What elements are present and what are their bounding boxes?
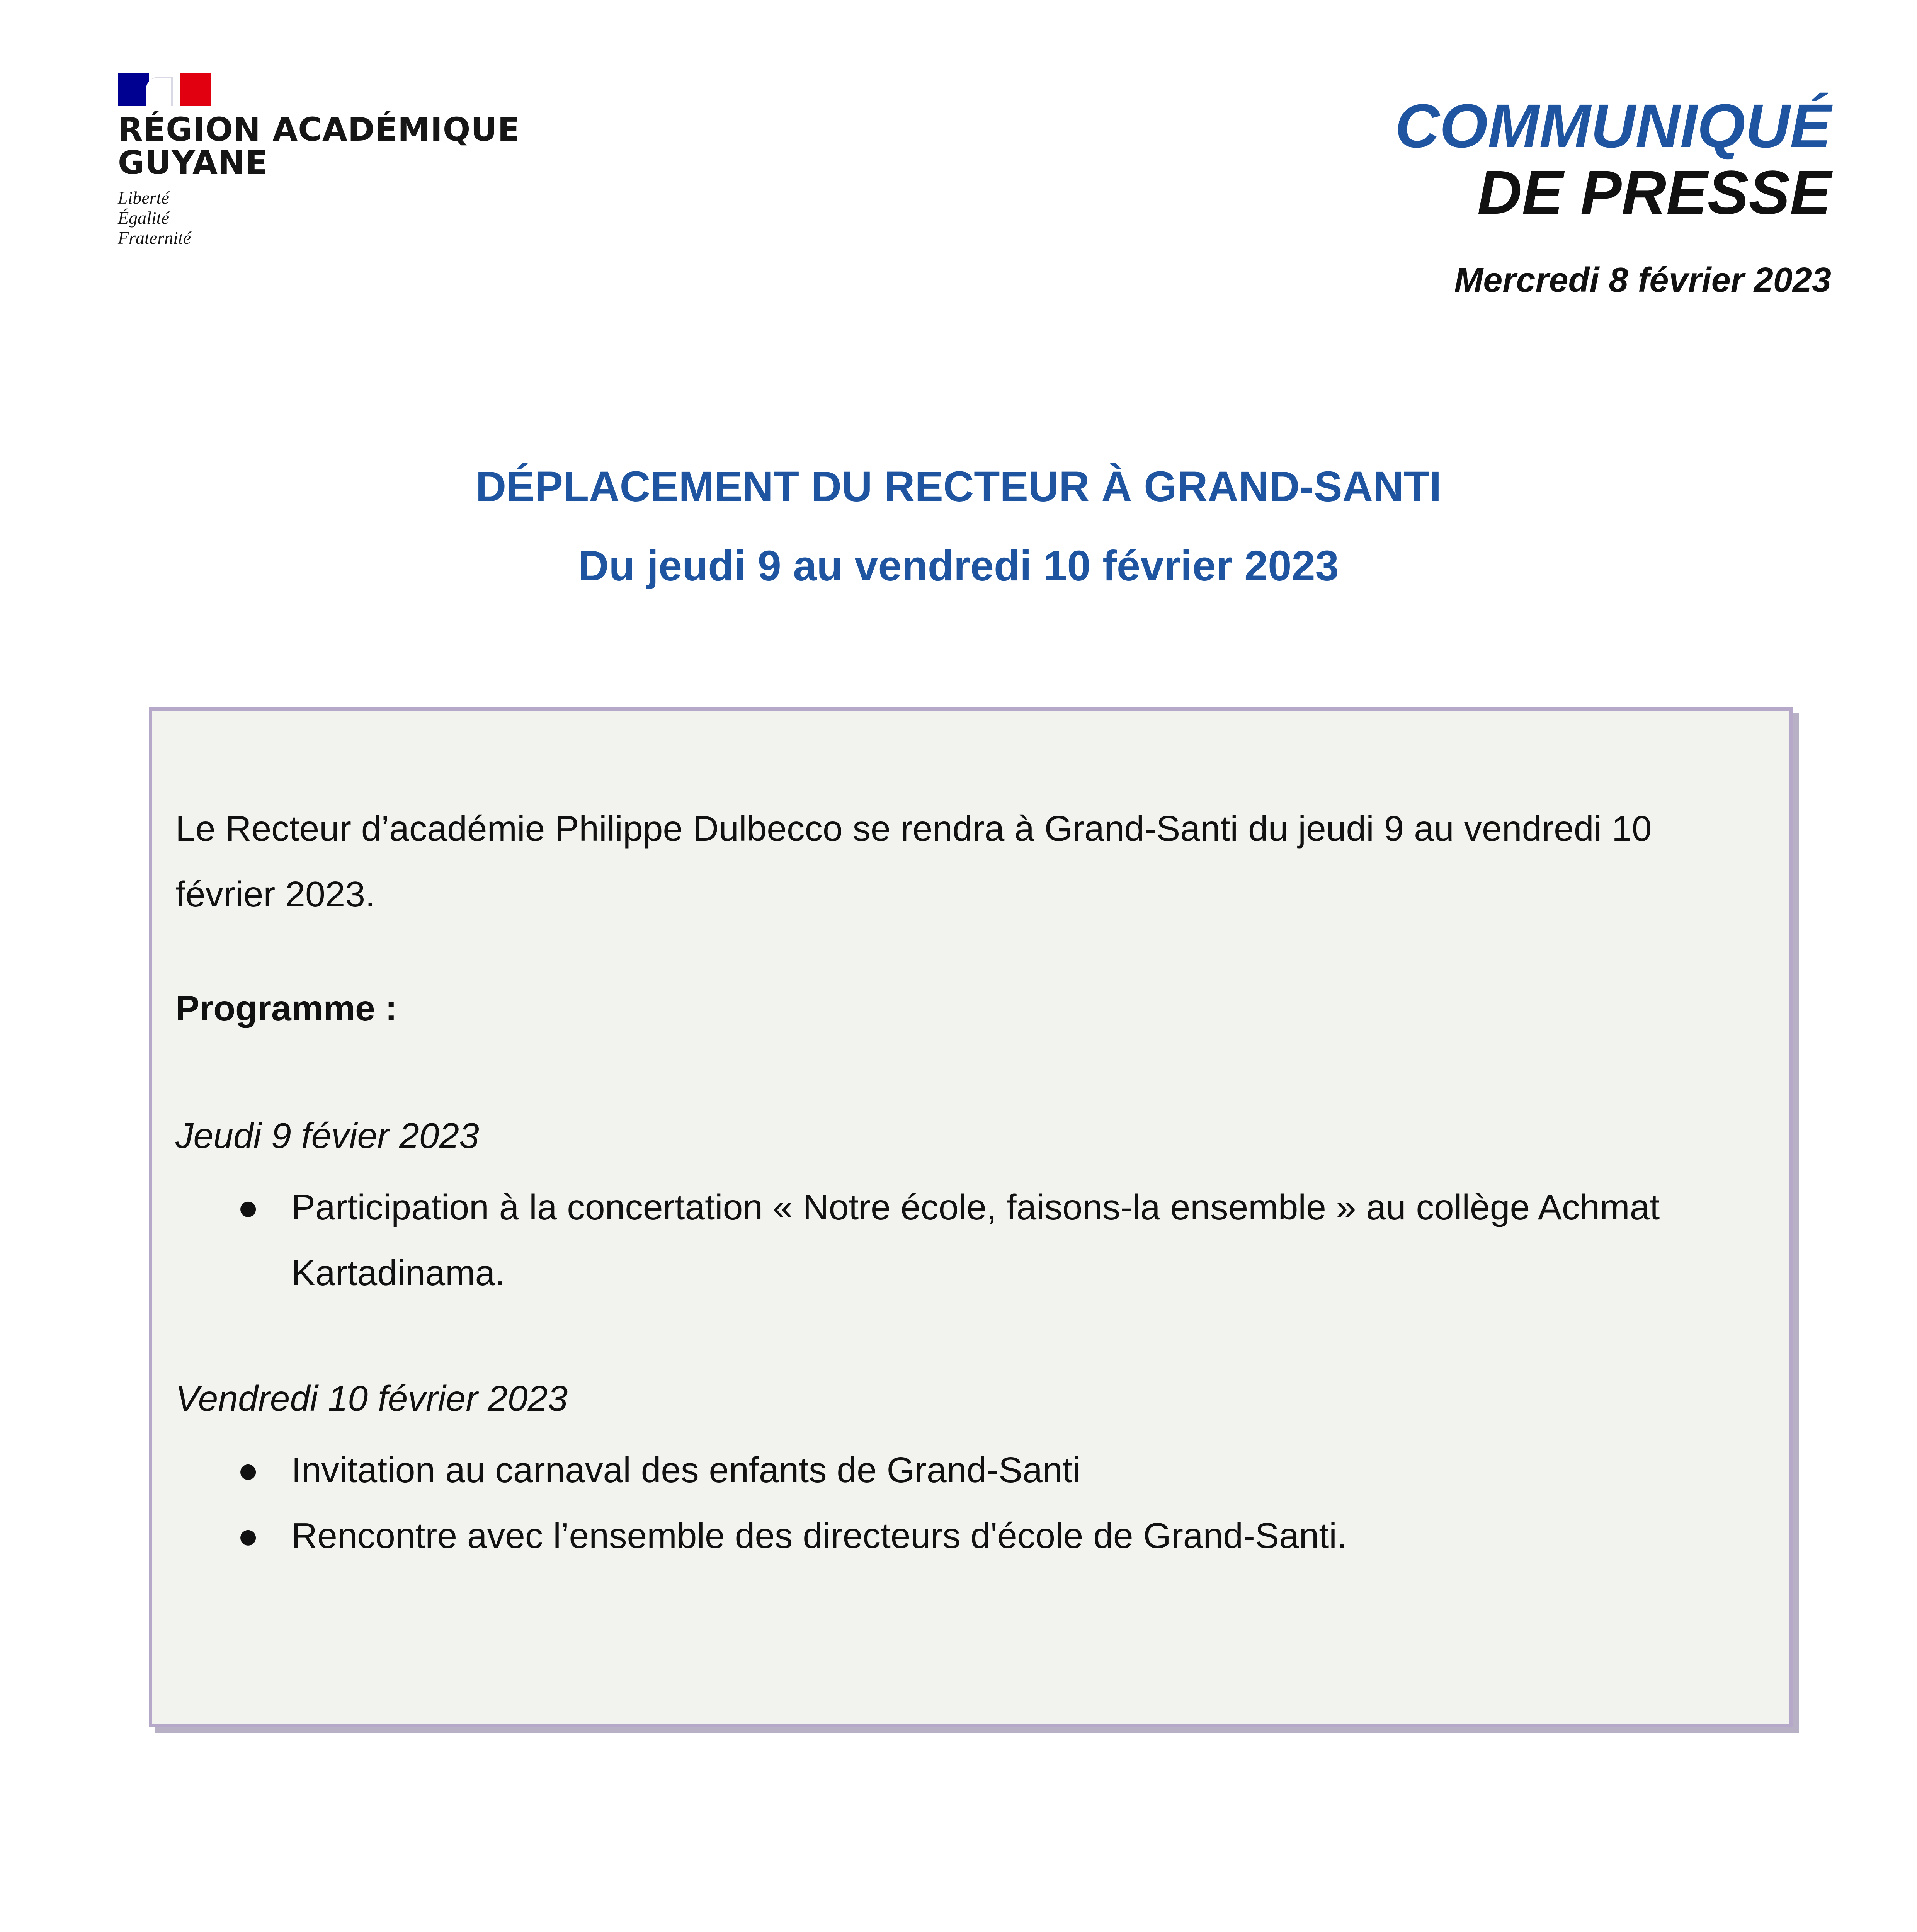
flag-blue-band <box>118 73 149 106</box>
list-item-text: Rencontre avec l’ensemble des directeurs d'école de Grand-Santi. <box>291 1515 1347 1556</box>
marianne-icon <box>146 77 173 106</box>
bullet-icon: ● <box>237 1515 259 1556</box>
page-subtitle: Du jeudi 9 au vendredi 10 février 2023 <box>578 542 1339 590</box>
programme-heading: Programme : <box>175 988 397 1028</box>
thursday-items <box>175 1174 1789 1306</box>
republic-motto <box>118 188 543 248</box>
friday-items <box>175 1437 1789 1568</box>
motto-liberte: Liberté <box>118 188 169 207</box>
list-item <box>175 1437 1740 1503</box>
release-date: Mercredi 8 février 2023 <box>1454 261 1831 299</box>
logo-title <box>118 111 543 182</box>
french-flag-logo <box>118 73 211 106</box>
intro-paragraph: Le Recteur d’académie Philippe Dulbecco se rendra à Grand-Santi du jeudi 9 au vendredi 10 février 2023. <box>175 808 1652 914</box>
list-item <box>175 1174 1740 1306</box>
motto-egalite: Égalité <box>118 208 169 228</box>
bullet-icon: ● <box>237 1187 259 1227</box>
press-release-heading <box>1395 93 1831 226</box>
press-heading-line2: DE PRESSE <box>1477 158 1831 227</box>
logo-title-line1: RÉGION ACADÉMIQUE <box>118 111 520 148</box>
bullet-icon: ● <box>237 1450 259 1490</box>
list-item <box>175 1503 1740 1568</box>
press-heading-line1: COMMUNIQUÉ <box>1395 91 1831 160</box>
logo-title-line2: GUYANE <box>118 144 268 182</box>
content-box <box>149 707 1793 1727</box>
page-title: DÉPLACEMENT DU RECTEUR À GRAND-SANTI <box>475 463 1442 510</box>
list-item-text: Invitation au carnaval des enfants de Grand-Santi <box>291 1450 1081 1490</box>
flag-red-band <box>180 73 211 106</box>
motto-fraternite: Fraternité <box>118 228 191 248</box>
day-label-friday: Vendredi 10 février 2023 <box>175 1378 568 1418</box>
day-label-thursday: Jeudi 9 févier 2023 <box>175 1116 479 1156</box>
logo-block <box>118 73 543 248</box>
list-item-text: Participation à la concertation « Notre école, faisons-la ensemble » au collège Achmat Kartadinama. <box>291 1187 1660 1293</box>
